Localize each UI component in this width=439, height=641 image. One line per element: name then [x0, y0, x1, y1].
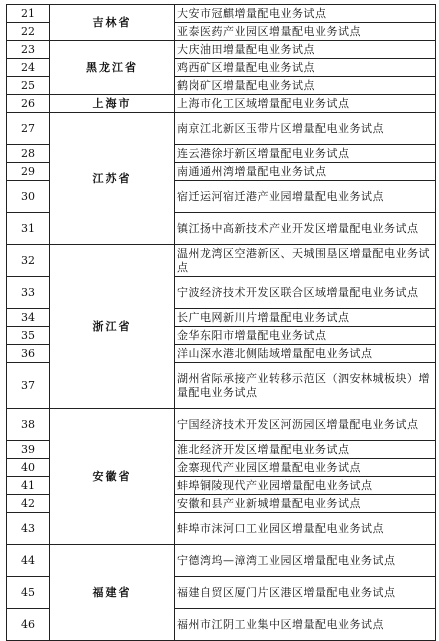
row-number: 40: [7, 459, 50, 477]
pilot-name-cell: 鹤岗矿区增量配电业务试点: [175, 77, 436, 95]
pilot-name-cell: 安徽和县产业新城增量配电业务试点: [175, 495, 436, 513]
pilot-name-cell: 金寨现代产业园区增量配电业务试点: [175, 459, 436, 477]
pilot-name-cell: 连云港徐圩新区增量配电业务试点: [175, 145, 436, 163]
row-number: 35: [7, 327, 50, 345]
row-number: 36: [7, 345, 50, 363]
table-row: [7, 545, 436, 577]
row-number: 27: [7, 113, 50, 145]
pilot-name-cell: 长广电网新川片增量配电业务试点: [175, 309, 436, 327]
table-row: [7, 95, 436, 113]
province-cell: 浙江省: [50, 245, 175, 409]
row-number: 29: [7, 163, 50, 181]
pilot-name-cell: 宁德湾坞—漳湾工业园区增量配电业务试点: [175, 545, 436, 577]
pilot-name-cell: 大安市冠麒增量配电业务试点: [175, 5, 436, 23]
row-number: 46: [7, 609, 50, 641]
row-number: 31: [7, 213, 50, 245]
pilot-table: [6, 4, 436, 631]
row-number: 33: [7, 277, 50, 309]
row-number: 39: [7, 441, 50, 459]
province-cell: 黑龙江省: [50, 41, 175, 95]
pilot-name-cell: 福建自贸区厦门片区港区增量配电业务试点: [175, 577, 436, 609]
pilot-name-cell: 洋山深水港北侧陆域增量配电业务试点: [175, 345, 436, 363]
pilot-name-cell: 亚泰医药产业园区增量配电业务试点: [175, 23, 436, 41]
table-row: [7, 41, 436, 59]
pilot-name-cell: 温州龙湾区空港新区、天城围垦区增量配电业务试点: [175, 245, 436, 277]
row-number: 26: [7, 95, 50, 113]
row-number: 25: [7, 77, 50, 95]
row-number: 32: [7, 245, 50, 277]
row-number: 38: [7, 409, 50, 441]
row-number: 22: [7, 23, 50, 41]
pilot-name-cell: 南通通州湾增量配电业务试点: [175, 163, 436, 181]
province-cell: 吉林省: [50, 5, 175, 41]
table-row: [7, 409, 436, 441]
pilot-name-cell: 镇江扬中高新技术产业开发区增量配电业务试点: [175, 213, 436, 245]
pilot-name-cell: 金华东阳市增量配电业务试点: [175, 327, 436, 345]
pilot-name-cell: 淮北经济开发区增量配电业务试点: [175, 441, 436, 459]
province-cell: 江苏省: [50, 113, 175, 245]
row-number: 44: [7, 545, 50, 577]
row-number: 28: [7, 145, 50, 163]
pilot-name-cell: 福州市江阴工业集中区增量配电业务试点: [175, 609, 436, 641]
pilot-name-cell: 南京江北新区玉带片区增量配电业务试点: [175, 113, 436, 145]
pilot-name-cell: 宿迁运河宿迁港产业园增量配电业务试点: [175, 181, 436, 213]
table-body: [7, 5, 436, 641]
pilot-name-cell: 蚌埠市沫河口工业园区增量配电业务试点: [175, 513, 436, 545]
row-number: 23: [7, 41, 50, 59]
province-cell: 上海市: [50, 95, 175, 113]
row-number: 41: [7, 477, 50, 495]
row-number: 34: [7, 309, 50, 327]
table-row: [7, 113, 436, 145]
pilot-name-cell: 蚌埠铜陵现代产业园增量配电业务试点: [175, 477, 436, 495]
row-number: 42: [7, 495, 50, 513]
row-number: 24: [7, 59, 50, 77]
row-number: 37: [7, 363, 50, 409]
pilot-name-cell: 湖州省际承接产业转移示范区（泗安林城板块）增量配电业务试点: [175, 363, 436, 409]
table-row: [7, 5, 436, 23]
pilot-name-cell: 大庆油田增量配电业务试点: [175, 41, 436, 59]
row-number: 30: [7, 181, 50, 213]
table-row: [7, 245, 436, 277]
pilot-name-cell: 宁波经济技术开发区联合区域增量配电业务试点: [175, 277, 436, 309]
pilot-name-cell: 鸡西矿区增量配电业务试点: [175, 59, 436, 77]
province-cell: 安徽省: [50, 409, 175, 545]
row-number: 21: [7, 5, 50, 23]
pilot-name-cell: 上海市化工区域增量配电业务试点: [175, 95, 436, 113]
row-number: 45: [7, 577, 50, 609]
pilot-name-cell: 宁国经济技术开发区河沥园区增量配电业务试点: [175, 409, 436, 441]
row-number: 43: [7, 513, 50, 545]
pilot-table-grid: [6, 4, 436, 641]
province-cell: 福建省: [50, 545, 175, 641]
